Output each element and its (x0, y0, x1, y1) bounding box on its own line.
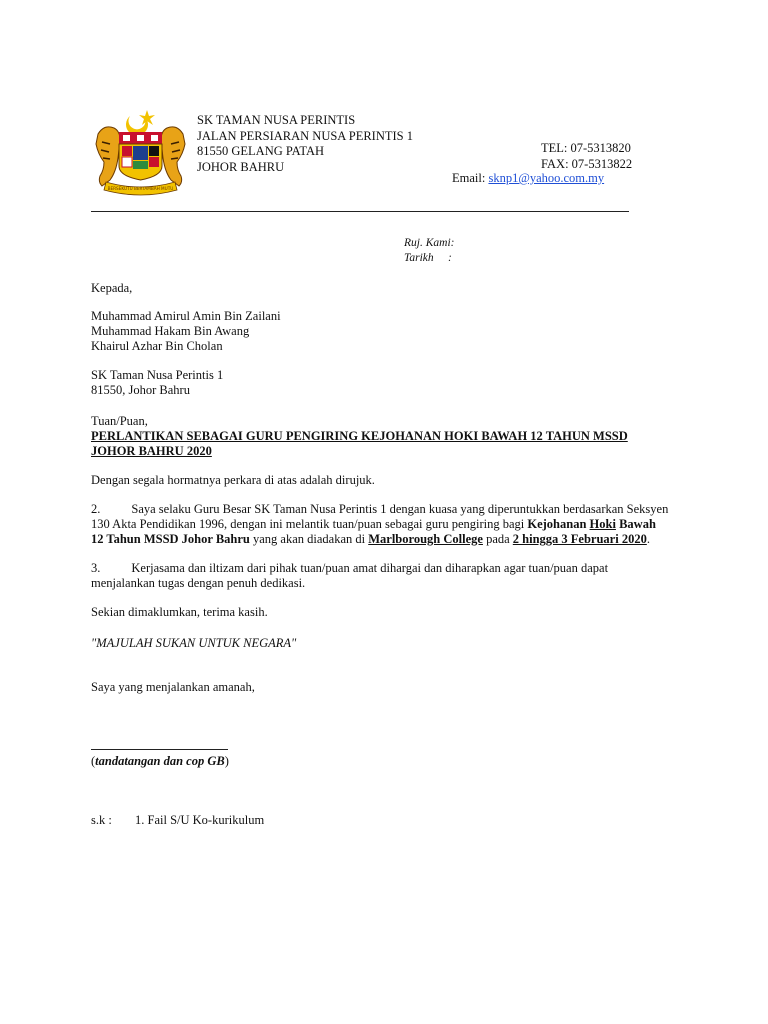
paragraph-number: 3. (91, 561, 101, 575)
motto: "MAJULAH SUKAN UNTUK NEGARA" (91, 636, 297, 650)
recipient-name: Muhammad Amirul Amin Bin Zailani (91, 309, 281, 323)
letter-subject: PERLANTIKAN SEBAGAI GURU PENGIRING KEJOHANAN HOKI BAWAH 12 TAHUN MSSD JOHOR BAHRU 2020 (91, 429, 628, 458)
address-line: JALAN PERSIARAN NUSA PERINTIS 1 (197, 128, 413, 143)
recipient-name: Khairul Azhar Bin Cholan (91, 339, 223, 353)
closing-line: Sekian dimaklumkan, terima kasih. (91, 605, 268, 619)
paragraph-2: 2. Saya selaku Guru Besar SK Taman Nusa Perintis 1 dengan kuasa yang diperuntukkan berdasarkan Seksyen 130 Akta Pendidikan 1996, dengan ini melantik tuan/puan sebagai guru pengiring bagi Kejohanan Hoki Bawah 12 Tahun MSSD Johor Bahru yang akan diadakan di Marlborough College pada 2 hingga 3 Februari 2020. (91, 502, 669, 546)
email-label: Email: (452, 171, 489, 185)
recipient-name: Muhammad Hakam Bin Awang (91, 324, 250, 338)
sign-off: Saya yang menjalankan amanah, (91, 680, 255, 694)
paragraph-1: Dengan segala hormatnya perkara di atas adalah dirujuk. (91, 473, 375, 487)
cc-line (91, 813, 264, 828)
salutation: Tuan/Puan, (91, 414, 148, 428)
cc-item: 1. Fail S/U Ko-kurikulum (135, 813, 265, 827)
tarikh-separator: : (448, 252, 452, 264)
signature-line (91, 749, 228, 750)
coat-of-arms-logo (92, 108, 189, 198)
crest-motto-text: BERSEKUTU BERTAMBAH MUTU (107, 186, 174, 191)
letterhead-address (197, 113, 413, 175)
recipient-address (91, 368, 669, 398)
telephone: TEL: 07-5313820 (541, 141, 631, 155)
ruj-label: Ruj. Kami: (404, 237, 455, 249)
address-line: 81550, Johor Bahru (91, 383, 190, 397)
address-line: SK Taman Nusa Perintis 1 (91, 368, 224, 382)
email-line (452, 171, 604, 186)
school-name: SK TAMAN NUSA PERINTIS (197, 113, 356, 127)
cc-label: s.k : (91, 813, 112, 827)
paragraph-3: 3. Kerjasama dan iltizam dari pihak tuan/puan amat dihargai dan diharapkan agar tuan/puan dapat menjalankan tugas dengan penuh dedikasi. (91, 561, 609, 590)
letterhead-contact (541, 141, 632, 172)
address-line: JOHOR BAHRU (197, 159, 285, 174)
paragraph-number: 2. (91, 502, 101, 516)
signature-caption: (tandatangan dan cop GB) (91, 754, 229, 768)
reference-block (404, 236, 454, 266)
email-link[interactable]: sknp1@yahoo.com.my (488, 171, 605, 185)
letterhead-divider (91, 211, 629, 212)
recipient-greeting: Kepada, (91, 281, 133, 295)
tarikh-label: Tarikh (404, 252, 434, 264)
fax: FAX: 07-5313822 (541, 156, 633, 171)
address-line: 81550 GELANG PATAH (197, 144, 325, 158)
recipient-names (91, 309, 669, 354)
